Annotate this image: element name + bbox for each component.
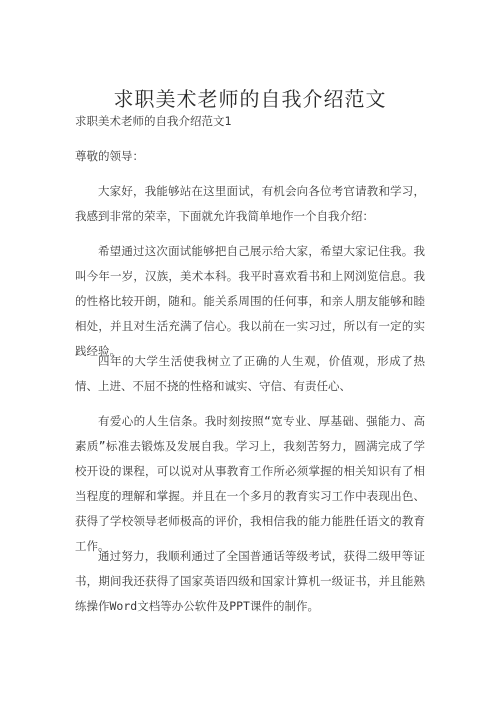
- greeting-line: 尊敬的领导：: [75, 149, 144, 163]
- paragraph-university-life: 四年的大学生活使我树立了正确的人生观，价值观，形成了热情、上进、不屈不挠的性格和诚实、守信、有责任心、: [75, 354, 425, 393]
- paragraph-study-and-practice: 有爱心的人生信条。我时刻按照“宽专业、厚基础、强能力、高素质”标准去锻炼及发展自我。学习上，我刻苦努力，圆满完成了学校开设的课程，可以说对从事教育工作所必须掌握的相关知识有了相当程度的理解和掌握。并且在一个多月的教育实习工作中表现出色、获得了学校领导老师极高的评价，我相信我的能力能胜任语文的教育工作。: [75, 414, 425, 553]
- paragraph-certificates: 通过努力，我顺利通过了全国普通话等级考试，获得二级甲等证书，期间我还获得了国家英语四级和国家计算机一级证书，并且能熟练操作Word文档等办公软件及PPT课件的制作。: [75, 549, 425, 613]
- document-subtitle: 求职美术老师的自我介绍范文1: [75, 114, 232, 128]
- paragraph-introduction: 大家好，我能够站在这里面试，有机会向各位考官请教和学习，我感到非常的荣幸，下面就允许我简单地作一个自我介绍：: [75, 184, 425, 223]
- paragraph-self-description: 希望通过这次面试能够把自己展示给大家，希望大家记住我。我叫今年一岁，汉族，美术本科。我平时喜欢看书和上网浏览信息。我的性格比较开朗，随和。能关系周围的任何事，和亲人朋友能够和睦相处，并且对生活充满了信心。我以前在一实习过，所以有一定的实践经验。: [75, 244, 425, 358]
- document-title: 求职美术老师的自我介绍范文: [113, 87, 387, 111]
